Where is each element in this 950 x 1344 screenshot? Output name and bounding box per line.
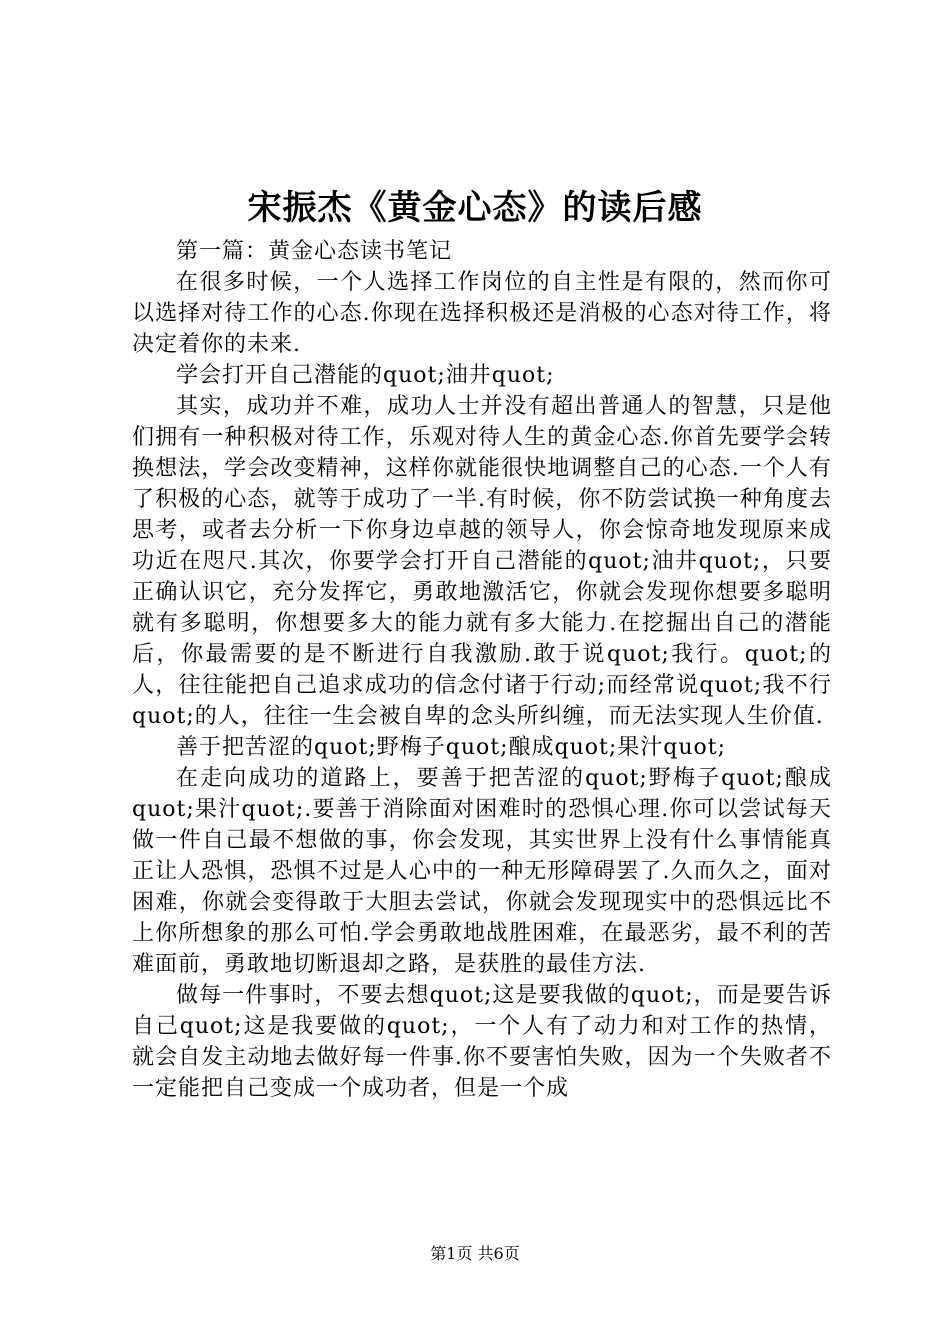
paragraph: 在走向成功的道路上，要善于把苦涩的quot;野梅子quot;酿成quot;果汁quot;.要善于消除面对困难时的恐惧心理.你可以尝试每天做一件自己最不想做的事，你会发现，其实世界上没有什么事情能真正让人恐惧，恐惧不过是人心中的一种无形障碍罢了.久而久之，面对困难，你就会变得敢于大胆去尝试，你就会发现现实中的恐惧远比不上你所想象的那么可怕.学会勇敢地战胜困难，在最恶劣，最不利的苦难面前，勇敢地切断退却之路，是获胜的最佳方法. bbox=[132, 766, 832, 977]
section-heading: 第一篇：黄金心态读书笔记 bbox=[176, 239, 453, 264]
document-title: 宋振杰《黄金心态》的读后感 bbox=[247, 188, 703, 228]
paragraph: 做每一件事时，不要去想quot;这是要我做的quot;，而是要告诉自己quot;这是我要做的quot;，一个人有了动力和对工作的热情，就会自发主动地去做好每一件事.你不要害怕失败，因为一个失败者不一定能把自己变成一个成功者，但是一个成 bbox=[132, 983, 832, 1101]
page-footer: 第1页 共6页 bbox=[430, 1244, 520, 1263]
paragraph: 在很多时候，一个人选择工作岗位的自主性是有限的，然而你可以选择对待工作的心态.你现在选择积极还是消极的心态对待工作，将决定着你的未来. bbox=[132, 270, 832, 357]
subheading: 学会打开自己潜能的quot;油井quot; bbox=[176, 363, 555, 388]
subheading: 善于把苦涩的quot;野梅子quot;酿成quot;果汁quot; bbox=[176, 735, 727, 760]
paragraph: 其实，成功并不难，成功人士并没有超出普通人的智慧，只是他们拥有一种积极对待工作，乐观对待人生的黄金心态.你首先要学会转换想法，学会改变精神，这样你就能很快地调整自己的心态.一个人有了积极的心态，就等于成功了一半.有时候，你不防尝试换一种角度去思考，或者去分析一下你身边卓越的领导人，你会惊奇地发现原来成功近在咫尺.其次，你要学会打开自己潜能的quot;油井quot;，只要正确认识它，充分发挥它，勇敢地激活它，你就会发现你想要多聪明就有多聪明，你想要多大的能力就有多大能力.在挖掘出自己的潜能后，你最需要的是不断进行自我激励.敢于说quot;我行。quot;的人，往往能把自己追求成功的信念付诸于行动;而经常说quot;我不行quot;的人，往往一生会被自卑的念头所纠缠，而无法实现人生价值. bbox=[132, 394, 832, 729]
document-body bbox=[132, 236, 832, 1104]
